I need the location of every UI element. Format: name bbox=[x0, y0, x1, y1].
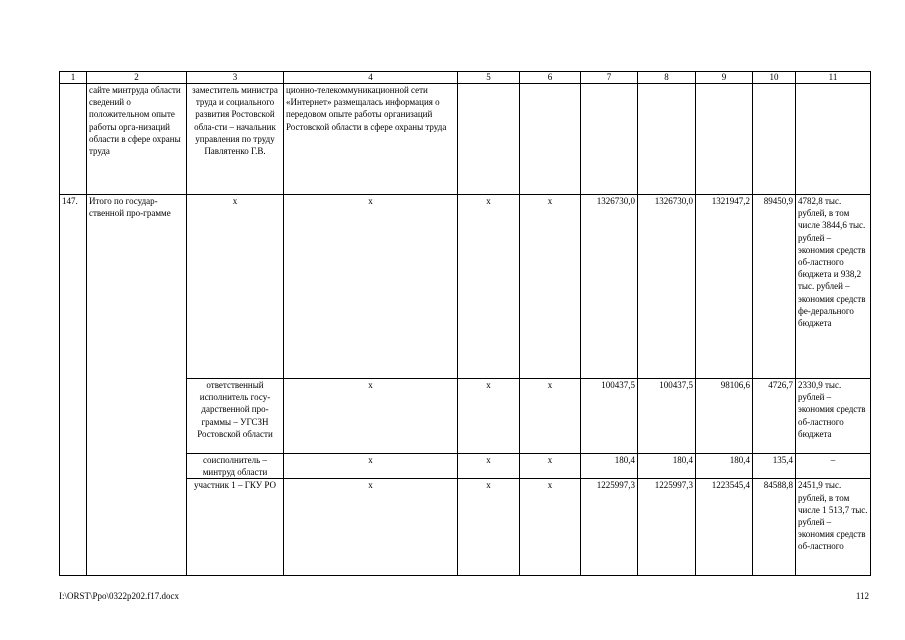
page-number: 112 bbox=[855, 591, 869, 601]
responsible-cell: х bbox=[187, 195, 284, 379]
responsible-cell: заместитель министра труда и социального развития Ростовской обла-сти – начальник управления по труду Павлятенко Г.В. bbox=[187, 84, 284, 195]
report-table bbox=[59, 71, 871, 576]
amount-cell: 1225997,3 bbox=[638, 479, 696, 576]
responsible-cell: участник 1 – ГКУ РО bbox=[187, 479, 284, 576]
amount-cell: 180,4 bbox=[638, 454, 696, 479]
result-cell: х bbox=[284, 379, 458, 454]
table-cell bbox=[520, 84, 581, 195]
header-cell: 8 bbox=[638, 72, 696, 84]
table-cell bbox=[458, 84, 520, 195]
amount-cell: 1225997,3 bbox=[581, 479, 638, 576]
note-cell: 4782,8 тыс. рублей, в том числе 3844,6 тыс. рублей – экономия средств об-ластного бюджета и 938,2 тыс. рублей – экономия средств фе-дерального бюджета bbox=[796, 195, 871, 379]
amount-cell: 4726,7 bbox=[753, 379, 796, 454]
amount-cell: 1223545,4 bbox=[696, 479, 753, 576]
table-cell bbox=[753, 84, 796, 195]
header-cell: 5 bbox=[458, 72, 520, 84]
note-cell: 2330,9 тыс. рублей – экономия средств об-ластного бюджета bbox=[796, 379, 871, 454]
amount-cell: 98106,6 bbox=[696, 379, 753, 454]
table-row bbox=[60, 195, 871, 379]
row-number-cell bbox=[60, 84, 87, 195]
responsible-cell: ответственный исполнитель госу-дарственной про-граммы – УГСЗН Ростовской области bbox=[187, 379, 284, 454]
amount-cell: 89450,9 bbox=[753, 195, 796, 379]
header-cell: 4 bbox=[284, 72, 458, 84]
amount-cell: 180,4 bbox=[581, 454, 638, 479]
table-row bbox=[60, 84, 871, 195]
result-cell: х bbox=[284, 479, 458, 576]
amount-cell: 180,4 bbox=[696, 454, 753, 479]
table-cell bbox=[638, 84, 696, 195]
header-cell: 6 bbox=[520, 72, 581, 84]
amount-cell: 100437,5 bbox=[581, 379, 638, 454]
header-cell: 10 bbox=[753, 72, 796, 84]
result-cell: х bbox=[284, 454, 458, 479]
amount-cell: 84588,8 bbox=[753, 479, 796, 576]
table-cell: х bbox=[458, 195, 520, 379]
table-cell: х bbox=[520, 454, 581, 479]
table-cell: х bbox=[458, 479, 520, 576]
header-row bbox=[60, 72, 871, 84]
header-cell: 7 bbox=[581, 72, 638, 84]
event-name-cell: сайте минтруда области сведений о положительном опыте работы орга-низаций области в сфере охраны труда bbox=[87, 84, 187, 195]
table-cell bbox=[696, 84, 753, 195]
header-cell: 1 bbox=[60, 72, 87, 84]
header-cell: 3 bbox=[187, 72, 284, 84]
table-cell: х bbox=[458, 379, 520, 454]
note-cell: 2451,9 тыс. рублей, в том числе 1 513,7 тыс. рублей – экономия средств об-ластного bbox=[796, 479, 871, 576]
table-cell: х bbox=[458, 454, 520, 479]
responsible-cell: соисполнитель – минтруд области bbox=[187, 454, 284, 479]
header-cell: 2 bbox=[87, 72, 187, 84]
table-cell: х bbox=[520, 379, 581, 454]
row-number-cell: 147. bbox=[60, 195, 87, 576]
table-cell bbox=[581, 84, 638, 195]
amount-cell: 100437,5 bbox=[638, 379, 696, 454]
header-cell: 9 bbox=[696, 72, 753, 84]
note-cell: – bbox=[796, 454, 871, 479]
footer-file-path: I:\ORST\Ppo\0322p202.f17.docx bbox=[59, 591, 180, 601]
table-cell: х bbox=[520, 195, 581, 379]
amount-cell: 1326730,0 bbox=[638, 195, 696, 379]
amount-cell: 1326730,0 bbox=[581, 195, 638, 379]
program-total-label: Итого по государ-ственной про-грамме bbox=[87, 195, 187, 576]
amount-cell: 1321947,2 bbox=[696, 195, 753, 379]
result-cell: ционно-телекоммуникационной сети «Интернет» размещалась информация о передовом опыте работы организаций Ростовской области в сфере охраны труда bbox=[284, 84, 458, 195]
table-cell: х bbox=[520, 479, 581, 576]
result-cell: х bbox=[284, 195, 458, 379]
amount-cell: 135,4 bbox=[753, 454, 796, 479]
header-cell: 11 bbox=[796, 72, 871, 84]
table-cell bbox=[796, 84, 871, 195]
